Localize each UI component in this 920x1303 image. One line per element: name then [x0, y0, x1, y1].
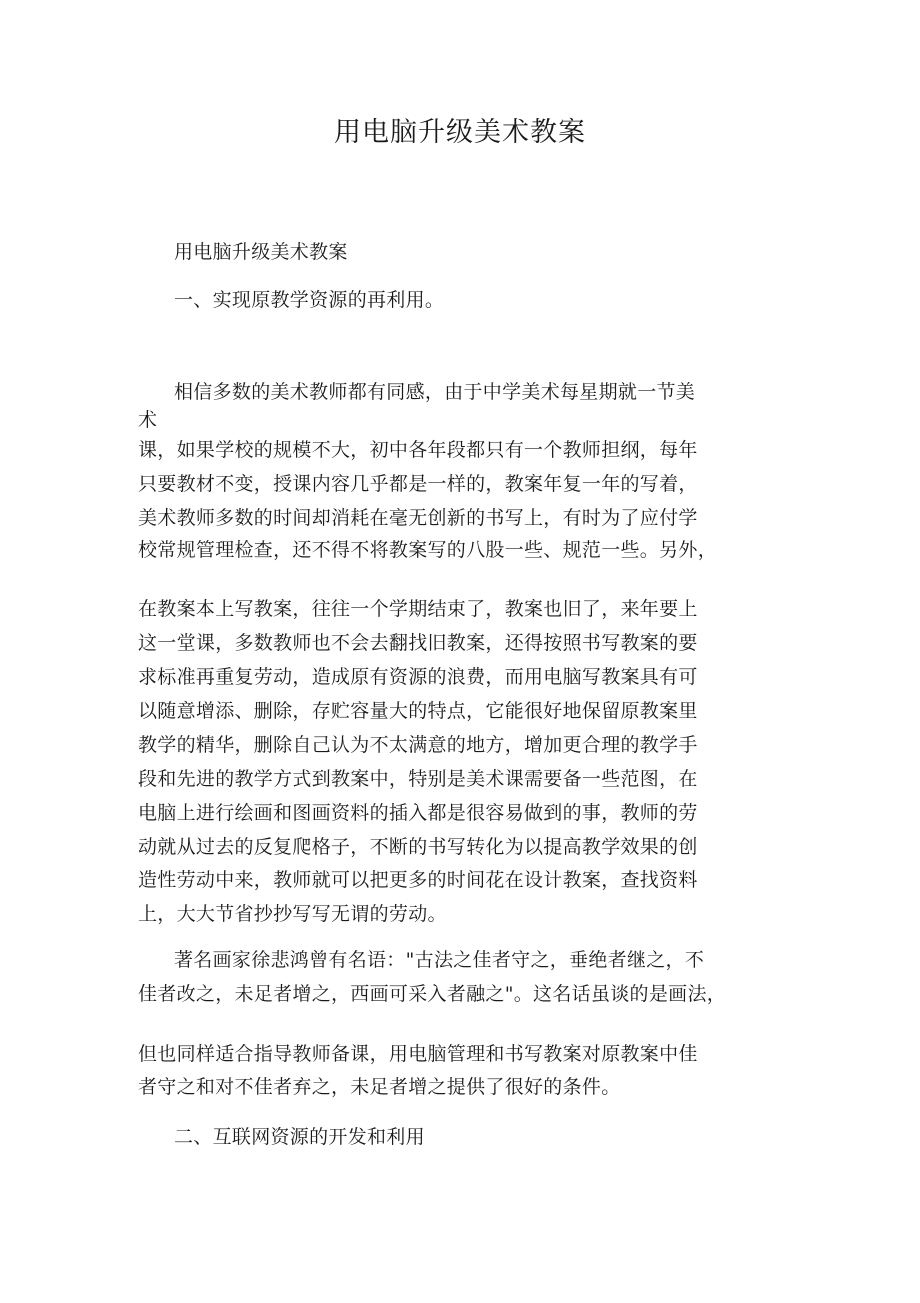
paragraph-line: 者守之和对不佳者弃之，未足者增之提供了很好的条件。	[138, 1076, 621, 1098]
paragraph-line: 动就从过去的反复爬格子，不断的书写转化为以提高教学效果的创	[138, 836, 698, 858]
paragraph-line: 求标准再重复劳动，造成原有资源的浪费，而用电脑写教案具有可	[138, 666, 698, 688]
paragraph-line: 这一堂课，多数教师也不会去翻找旧教案，还得按照书写教案的要	[138, 632, 698, 654]
section-heading-2: 二、互联网资源的开发和利用	[174, 1126, 425, 1148]
paragraph-line: 以随意增添、删除，存贮容量大的特点，它能很好地保留原教案里	[138, 700, 698, 722]
paragraph-line: 造性劳动中来，教师就可以把更多的时间花在设计教案，查找资料	[138, 869, 698, 891]
paragraph-line: 教学的精华，删除自己认为不太满意的地方，增加更合理的教学手	[138, 734, 698, 756]
paragraph-line: 只要教材不变，授课内容几乎都是一样的，教案年复一年的写着，	[138, 473, 698, 495]
paragraph-line: 佳者改之，未足者增之，西画可采入者融之"。这名话虽谈的是画法，	[138, 983, 727, 1005]
paragraph-line: 美术教师多数的时间却消耗在毫无创新的书写上，有时为了应付学	[138, 507, 698, 529]
paragraph-line: 但也同样适合指导教师备课，用电脑管理和书写教案对原教案中佳	[138, 1043, 698, 1065]
paragraph-line: 课，如果学校的规模不大，初中各年段都只有一个教师担纲，每年	[138, 439, 698, 461]
subtitle: 用电脑升级美术教案	[174, 241, 348, 263]
paragraph-line: 相信多数的美术教师都有同感，由于中学美术每星期就一节美	[174, 381, 696, 403]
paragraph-line: 术	[138, 409, 158, 431]
page-title: 用电脑升级美术教案	[334, 117, 586, 148]
paragraph-line: 在教案本上写教案，往往一个学期结束了，教案也旧了，来年要上	[138, 598, 698, 620]
paragraph-line: 上，大大节省抄抄写写无谓的劳动。	[138, 903, 447, 925]
paragraph-line: 段和先进的教学方式到教案中，特别是美术课需要备一些范图，在	[138, 768, 698, 790]
paragraph-line: 校常规管理检查，还不得不将教案写的八股一些、规范一些。另外，	[138, 539, 718, 561]
paragraph-line: 电脑上进行绘画和图画资料的插入都是很容易做到的事，教师的劳	[138, 802, 698, 824]
paragraph-line: 著名画家徐悲鸿曾有名语："古法之佳者守之，垂绝者继之，不	[174, 949, 705, 971]
section-heading-1: 一、实现原教学资源的再利用。	[174, 289, 445, 311]
